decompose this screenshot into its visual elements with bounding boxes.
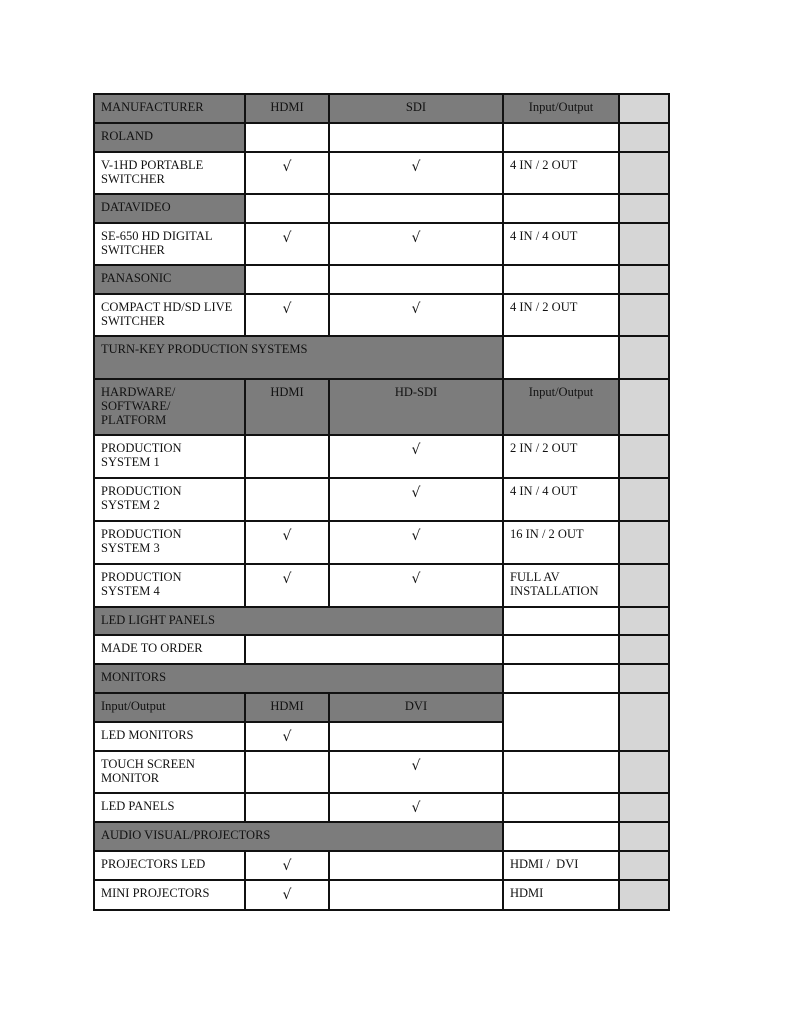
input-output-value: 2 IN / 2 OUT <box>504 436 620 479</box>
hd-sdi-check: √ <box>330 436 504 479</box>
side-column-cell <box>620 665 670 694</box>
side-column-cell <box>620 752 670 794</box>
empty-cell <box>504 124 620 153</box>
side-column-cell <box>620 153 670 195</box>
empty-cell <box>504 195 620 224</box>
empty-cell <box>330 723 504 752</box>
header-hdmi: HDMI <box>246 380 330 436</box>
side-column-cell <box>620 479 670 522</box>
section-monitors-title: MONITORS <box>95 665 504 694</box>
input-output-value: 16 IN / 2 OUT <box>504 522 620 565</box>
empty-cell <box>504 794 620 823</box>
manufacturer-datavideo: DATAVIDEO <box>95 195 246 224</box>
side-column-cell <box>620 295 670 337</box>
equipment-table <box>93 93 670 911</box>
empty-cell <box>246 266 330 295</box>
section-av-projectors-title: AUDIO VISUAL/PROJECTORS <box>95 823 504 852</box>
monitor-name: TOUCH SCREEN MONITOR <box>95 752 246 794</box>
hdmi-check: √ <box>246 522 330 565</box>
empty-cell <box>246 436 330 479</box>
hd-sdi-check: √ <box>330 479 504 522</box>
side-column-cell <box>620 436 670 479</box>
empty-cell <box>246 124 330 153</box>
empty-cell <box>330 266 504 295</box>
side-column-cell <box>620 337 670 380</box>
empty-cell <box>504 608 620 636</box>
empty-cell <box>246 636 504 665</box>
sdi-check: √ <box>330 153 504 195</box>
product-name: COMPACT HD/SD LIVE SWITCHER <box>95 295 246 337</box>
input-output-value: 4 IN / 2 OUT <box>504 153 620 195</box>
side-column-cell <box>620 124 670 153</box>
hdmi-check: √ <box>246 723 330 752</box>
monitor-name: LED MONITORS <box>95 723 246 752</box>
manufacturer-panasonic: PANASONIC <box>95 266 246 295</box>
header-manufacturer: MANUFACTURER <box>95 95 246 124</box>
empty-cell <box>330 881 504 911</box>
manufacturer-roland: ROLAND <box>95 124 246 153</box>
system-name: PRODUCTION SYSTEM 4 <box>95 565 246 608</box>
header-hdmi: HDMI <box>246 694 330 723</box>
side-column-cell <box>620 794 670 823</box>
side-column-cell <box>620 823 670 852</box>
system-name: PRODUCTION SYSTEM 2 <box>95 479 246 522</box>
side-column-cell <box>620 380 670 436</box>
empty-cell <box>504 636 620 665</box>
input-output-value: 4 IN / 4 OUT <box>504 224 620 266</box>
empty-cell <box>504 752 620 794</box>
hd-sdi-check: √ <box>330 522 504 565</box>
input-output-value: 4 IN / 4 OUT <box>504 479 620 522</box>
projector-name: MINI PROJECTORS <box>95 881 246 911</box>
system-name: PRODUCTION SYSTEM 1 <box>95 436 246 479</box>
hdmi-check: √ <box>246 881 330 911</box>
empty-cell <box>330 124 504 153</box>
hdmi-check: √ <box>246 852 330 881</box>
empty-cell <box>246 479 330 522</box>
dvi-check: √ <box>330 794 504 823</box>
product-name: V-1HD PORTABLE SWITCHER <box>95 153 246 195</box>
header-input-output: Input/Output <box>504 95 620 124</box>
header-input-output: Input/Output <box>504 380 620 436</box>
hd-sdi-check: √ <box>330 565 504 608</box>
side-column-cell <box>620 608 670 636</box>
input-output-value: HDMI <box>504 881 620 911</box>
empty-cell <box>504 266 620 295</box>
made-to-order: MADE TO ORDER <box>95 636 246 665</box>
header-hdmi: HDMI <box>246 95 330 124</box>
header-dvi: DVI <box>330 694 504 723</box>
hdmi-check: √ <box>246 295 330 337</box>
side-column-cell <box>620 522 670 565</box>
system-name: PRODUCTION SYSTEM 3 <box>95 522 246 565</box>
section-led-light-panels-title: LED LIGHT PANELS <box>95 608 504 636</box>
hdmi-check: √ <box>246 153 330 195</box>
side-column-cell <box>620 95 670 124</box>
input-output-value: HDMI / DVI <box>504 852 620 881</box>
side-column-cell <box>620 224 670 266</box>
header-sdi: SDI <box>330 95 504 124</box>
monitor-name: LED PANELS <box>95 794 246 823</box>
input-output-value: 4 IN / 2 OUT <box>504 295 620 337</box>
side-column-cell <box>620 195 670 224</box>
side-column-cell <box>620 266 670 295</box>
side-column-cell <box>620 636 670 665</box>
side-column-cell <box>620 565 670 608</box>
header-input-output: Input/Output <box>95 694 246 723</box>
product-name: SE-650 HD DIGITAL SWITCHER <box>95 224 246 266</box>
side-column-cell <box>620 694 670 752</box>
empty-cell <box>504 823 620 852</box>
empty-cell <box>246 752 330 794</box>
header-hd-sdi: HD-SDI <box>330 380 504 436</box>
empty-cell <box>330 195 504 224</box>
empty-cell <box>246 195 330 224</box>
section-turnkey-title: TURN-KEY PRODUCTION SYSTEMS <box>95 337 504 380</box>
empty-cell <box>504 694 620 752</box>
hdmi-check: √ <box>246 565 330 608</box>
header-platform: HARDWARE/ SOFTWARE/ PLATFORM <box>95 380 246 436</box>
projector-name: PROJECTORS LED <box>95 852 246 881</box>
side-column-cell <box>620 852 670 881</box>
empty-cell <box>246 794 330 823</box>
dvi-check: √ <box>330 752 504 794</box>
hdmi-check: √ <box>246 224 330 266</box>
empty-cell <box>330 852 504 881</box>
side-column-cell <box>620 881 670 911</box>
empty-cell <box>504 337 620 380</box>
input-output-value: FULL AV INSTALLATION <box>504 565 620 608</box>
empty-cell <box>504 665 620 694</box>
sdi-check: √ <box>330 295 504 337</box>
sdi-check: √ <box>330 224 504 266</box>
